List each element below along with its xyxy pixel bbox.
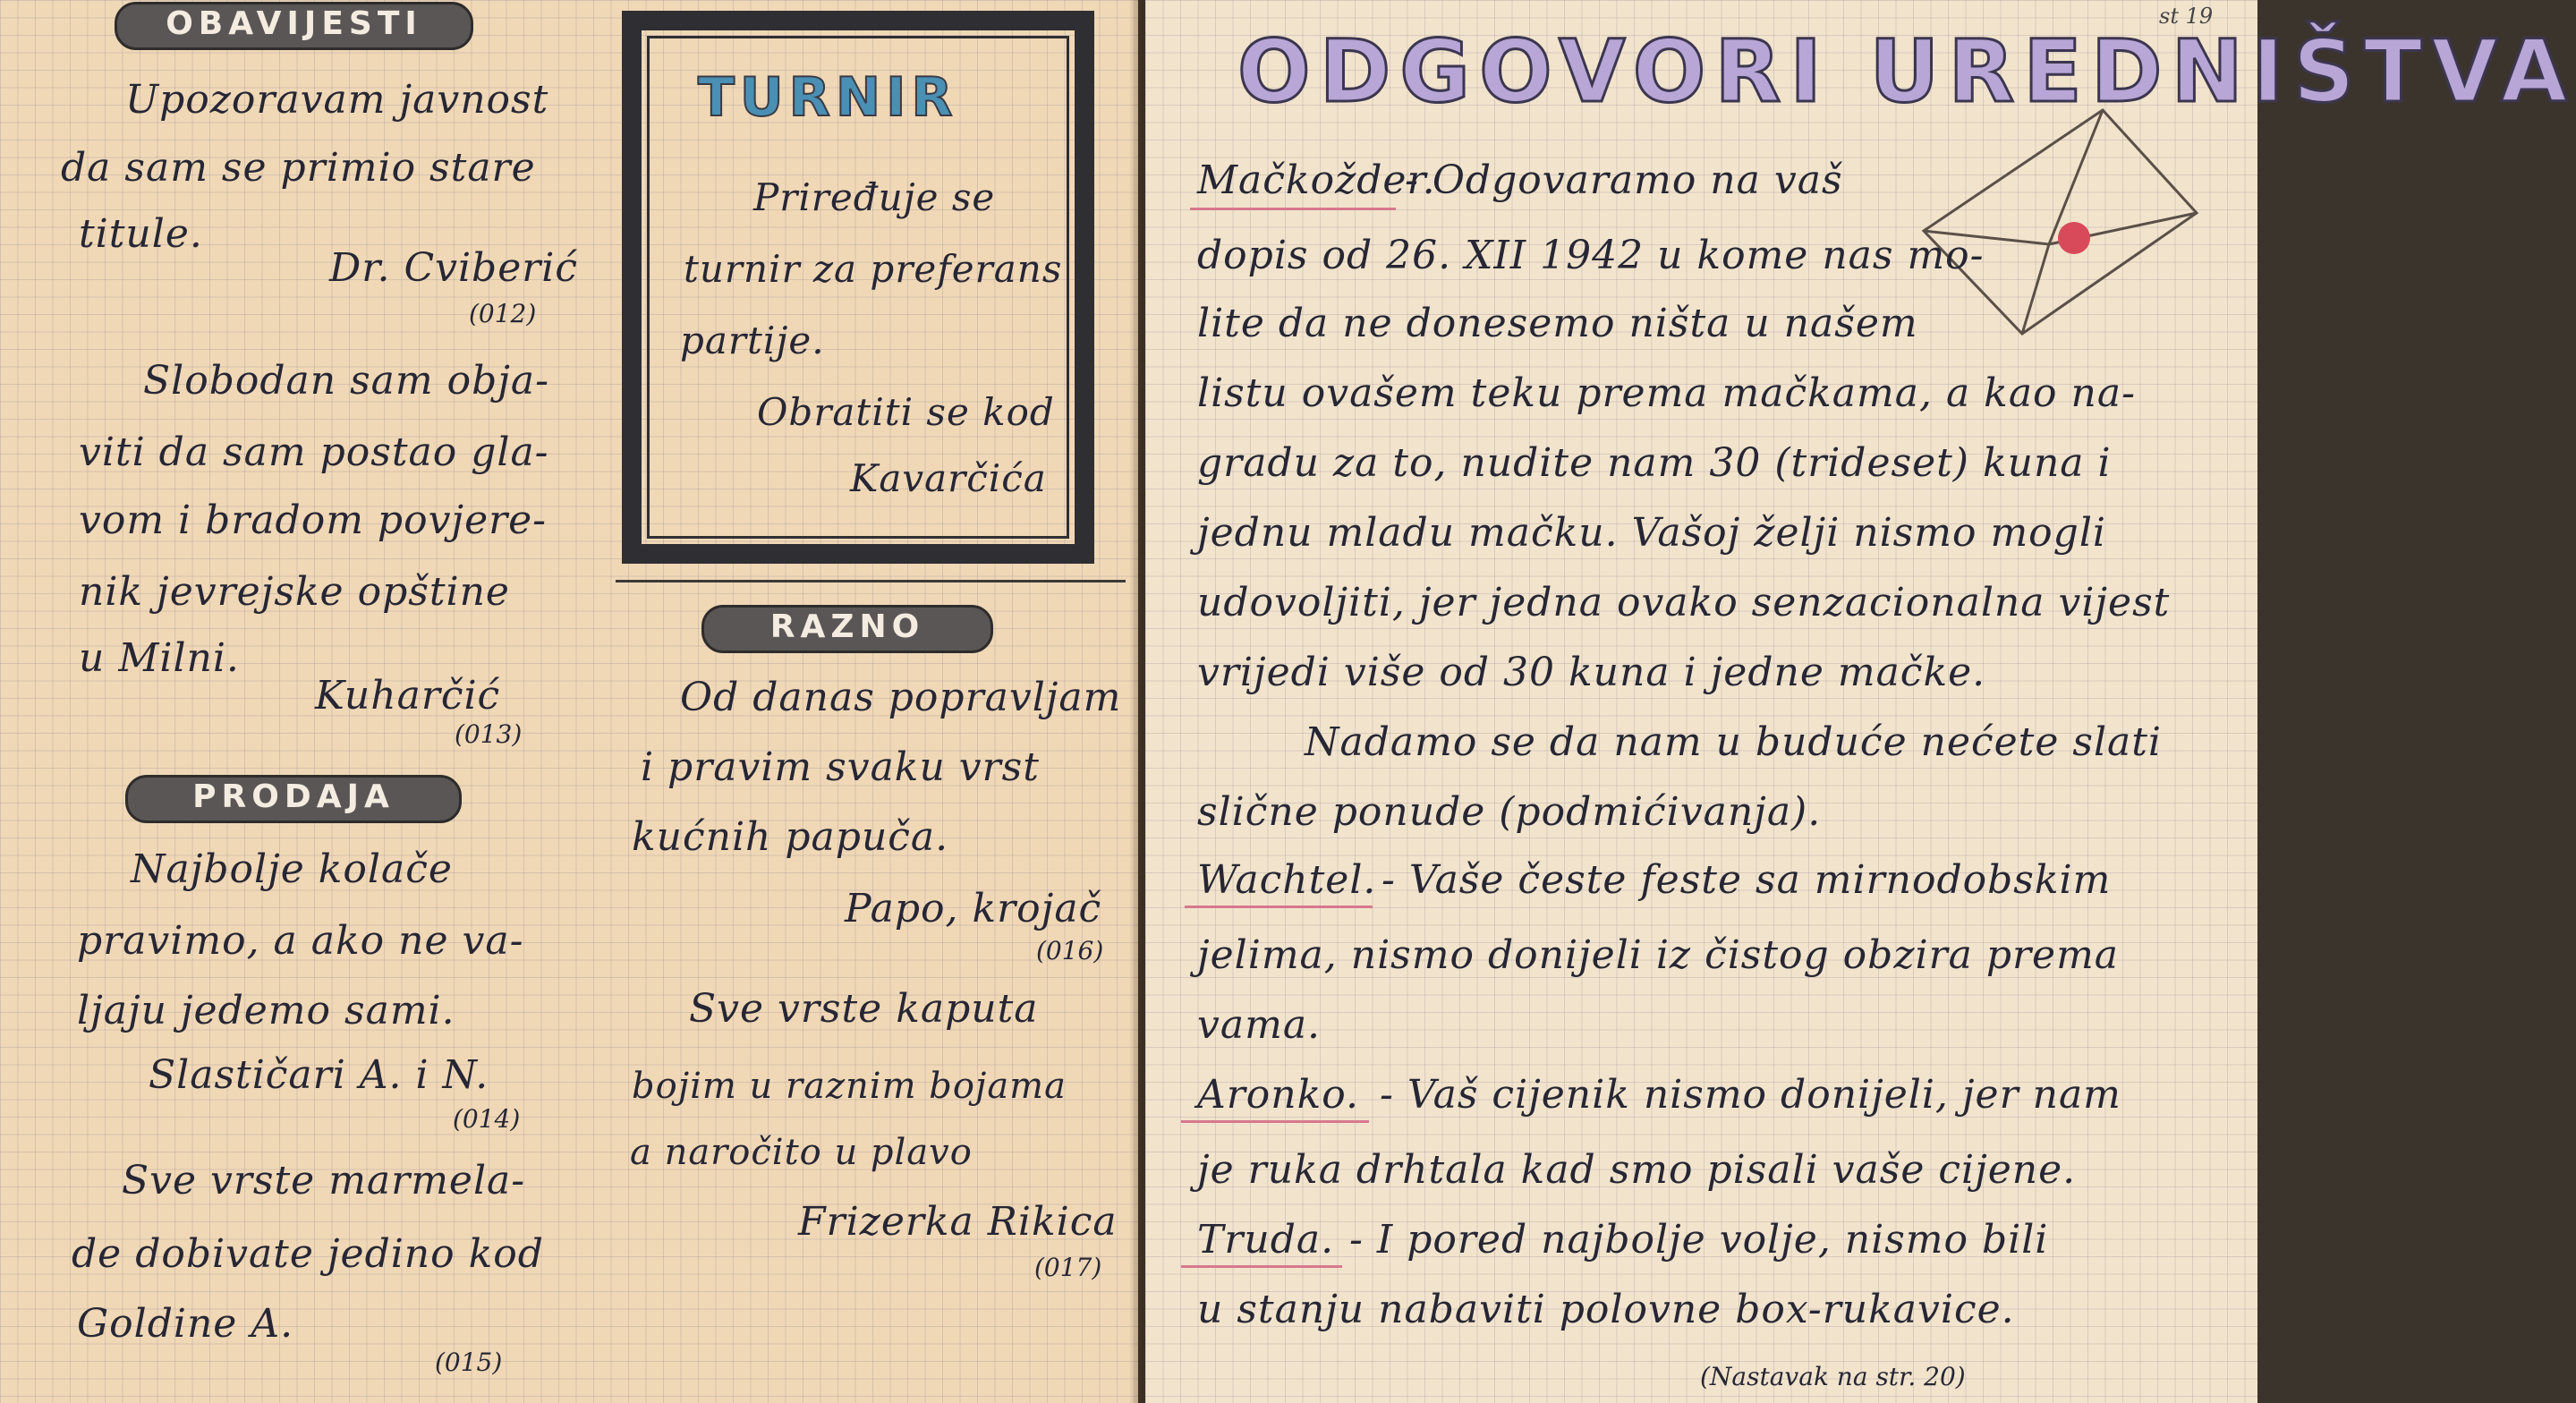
- turnir-contact-line: Kavarčića: [850, 456, 1047, 500]
- reply-name: Wachtel.: [1197, 857, 1377, 903]
- razno-ad2-signature: Frizerka Rikica: [798, 1199, 1118, 1245]
- razno-ad1-line: kućnih papuča.: [632, 814, 949, 860]
- prodaja-ad1-number: (014): [453, 1104, 521, 1134]
- reply-line: - Odgovaramo na vaš: [1405, 157, 1843, 203]
- turnir-line: Priređuje se: [753, 175, 996, 219]
- reply-name: Truda.: [1197, 1217, 1335, 1263]
- razno-ad2-line: a naročito u plavo: [630, 1132, 973, 1173]
- reply-line: vrijedi više od 30 kuna i jedne mačke.: [1197, 650, 1986, 695]
- continued-note: (Nastavak na str. 20): [1700, 1362, 1966, 1391]
- obavijesti-ad2-line: viti da sam postao gla-: [79, 429, 549, 475]
- prodaja-ad1-line: pravimo, a ako ne va-: [77, 918, 524, 964]
- reply-line: udovoljiti, jer jedna ovako senzacionalna vijest: [1197, 580, 2171, 625]
- turnir-line: turnir za preferans: [684, 247, 1063, 291]
- razno-ad1-line: i pravim svaku vrst: [641, 744, 1040, 790]
- obavijesti-ad2-line: Slobodan sam obja-: [143, 358, 550, 404]
- reply-name-underline: [1185, 906, 1373, 908]
- obavijesti-ad1-line: da sam se primio stare: [61, 145, 536, 191]
- obavijesti-ad1-number: (012): [469, 299, 537, 328]
- reply-line: listu ovašem teku prema mačkama, a kao na-: [1197, 370, 2136, 416]
- obavijesti-ad1-signature: Dr. Cviberić: [329, 245, 578, 291]
- obavijesti-ad1-line: Upozoravam javnost: [125, 77, 549, 123]
- obavijesti-ad2-signature: Kuharčić: [315, 673, 501, 719]
- reply-line: - I pored najbolje volje, nismo bili: [1349, 1217, 2049, 1263]
- razno-divider: [616, 580, 1126, 582]
- obavijesti-ad1-line: titule.: [79, 211, 203, 257]
- prodaja-heading: PRODAJA: [125, 775, 462, 823]
- reply-line: je ruka drhtala kad smo pisali vaše cijene.: [1197, 1147, 2077, 1193]
- reply-line: dopis od 26. XII 1942 u kome nas mo-: [1197, 233, 1985, 278]
- obavijesti-ad2-line: vom i bradom povjere-: [79, 497, 548, 543]
- reply-name-underline: [1190, 208, 1396, 210]
- right-page: [1145, 0, 2576, 1403]
- reply-line: u stanju nabaviti polovne box-rukavice.: [1197, 1287, 2015, 1332]
- reply-line: jelima, nismo donijeli iz čistog obzira prema: [1197, 932, 2120, 978]
- reply-line: jednu mladu mačku. Vašoj želji nismo mogli: [1197, 510, 2106, 556]
- reply-line: slične ponude (podmićivanja).: [1197, 789, 1822, 835]
- reply-name: Mačkožder.: [1197, 157, 1436, 203]
- razno-heading: RAZNO: [701, 605, 993, 653]
- reply-line: Nadamo se da nam u buduće nećete slati: [1305, 719, 2163, 765]
- reply-line: vama.: [1197, 1002, 1322, 1048]
- prodaja-ad1-signature: Slastičari A. i N.: [149, 1052, 489, 1098]
- razno-ad2-line: bojim u raznim bojama: [632, 1066, 1067, 1107]
- turnir-contact-line: Obratiti se kod: [757, 390, 1055, 434]
- prodaja-ad2-line: Sve vrste marmela-: [122, 1158, 526, 1203]
- turnir-heading: TURNIR: [698, 66, 958, 129]
- razno-ad2-line: Sve vrste kaputa: [689, 986, 1039, 1032]
- obavijesti-ad2-line: u Milni.: [79, 635, 240, 681]
- envelope-icon: [1915, 106, 2201, 338]
- reply-line: - Vaš cijenik nismo donijeli, jer nam: [1380, 1072, 2121, 1118]
- obavijesti-heading: OBAVIJESTI: [115, 2, 473, 50]
- reply-line: lite da ne donesemo ništa u našem: [1197, 301, 1918, 346]
- seal-icon: [2058, 222, 2090, 254]
- razno-ad2-number: (017): [1034, 1253, 1102, 1282]
- page-number: st 19: [2159, 4, 2214, 29]
- page-title: ODGOVORI UREDNIŠTVA: [1237, 21, 2576, 122]
- prodaja-ad2-number: (015): [435, 1348, 503, 1377]
- reply-line: gradu za to, nudite nam 30 (trideset) kuna i: [1197, 440, 2112, 486]
- reply-name: Aronko.: [1197, 1072, 1360, 1118]
- prodaja-ad1-line: ljaju jedemo sami.: [77, 988, 455, 1033]
- obavijesti-ad2-number: (013): [455, 719, 523, 749]
- prodaja-ad1-line: Najbolje kolače: [131, 846, 453, 892]
- reply-line: - Vaše česte feste sa mirnodobskim: [1382, 857, 2112, 903]
- left-page: [0, 0, 1138, 1403]
- obavijesti-ad2-line: nik jevrejske opštine: [79, 569, 510, 615]
- reply-name-underline: [1181, 1120, 1369, 1123]
- prodaja-ad2-line: de dobivate jedino kod: [72, 1231, 544, 1277]
- reply-name-underline: [1181, 1265, 1342, 1268]
- prodaja-ad2-line: Goldine A.: [77, 1301, 294, 1347]
- razno-ad1-line: Od danas popravljam: [680, 675, 1122, 720]
- razno-ad1-number: (016): [1036, 936, 1104, 965]
- razno-ad1-signature: Papo, krojač: [845, 886, 1102, 931]
- turnir-line: partije.: [680, 319, 825, 362]
